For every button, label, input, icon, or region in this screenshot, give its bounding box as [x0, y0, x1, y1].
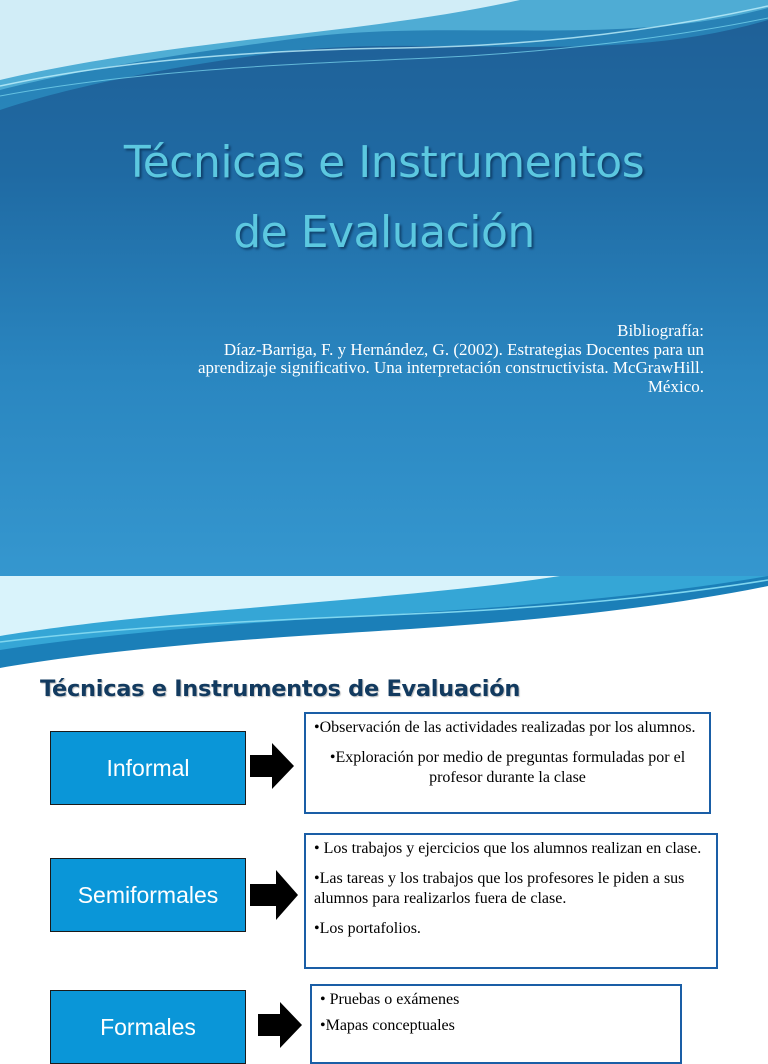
- bibliography: [64, 322, 704, 396]
- category-informal: Informal: [50, 731, 246, 805]
- description-box-formales: [310, 984, 682, 1064]
- slide-title-line-2: de Evaluación: [233, 207, 535, 258]
- description-box-semiformales: [304, 833, 718, 969]
- bibliography-line: aprendizaje significativo. Una interpretación constructivista. McGrawHill.: [197, 358, 704, 377]
- slide-title: Técnicas e Instrumentos de Evaluación: [40, 676, 521, 702]
- list-item: •Las tareas y los trabajos que los profesores le piden a sus alumnos para realizarlos fuera de clase.: [314, 870, 685, 907]
- slide-title-line-1: Técnicas e Instrumentos: [123, 137, 645, 188]
- bibliography-heading: Bibliografía:: [617, 321, 704, 340]
- bibliography-line: Díaz-Barriga, F. y Hernández, G. (2002). Estrategias Docentes para un: [223, 339, 704, 359]
- category-formales: Formales: [50, 990, 246, 1064]
- wave-decoration: [0, 576, 768, 676]
- description-box-informal: [304, 712, 711, 814]
- arrow-right-icon: [250, 870, 300, 920]
- list-item: • Pruebas o exámenes: [320, 991, 460, 1008]
- arrow-right-icon: [258, 1002, 304, 1048]
- category-semiformales: Semiformales: [50, 858, 246, 932]
- list-item: • Los trabajos y ejercicios que los alumnos realizan en clase.: [314, 840, 702, 857]
- list-item: •Exploración por medio de preguntas formuladas por el profesor durante la clase: [329, 749, 686, 786]
- arrow-right-icon: [250, 743, 296, 789]
- list-item: •Mapas conceptuales: [320, 1017, 455, 1034]
- list-item: •Observación de las actividades realizadas por los alumnos.: [314, 719, 696, 736]
- bibliography-line: México.: [647, 376, 704, 396]
- slide-title: [0, 128, 768, 268]
- list-item: •Los portafolios.: [314, 920, 421, 937]
- content-slide: [0, 576, 768, 1040]
